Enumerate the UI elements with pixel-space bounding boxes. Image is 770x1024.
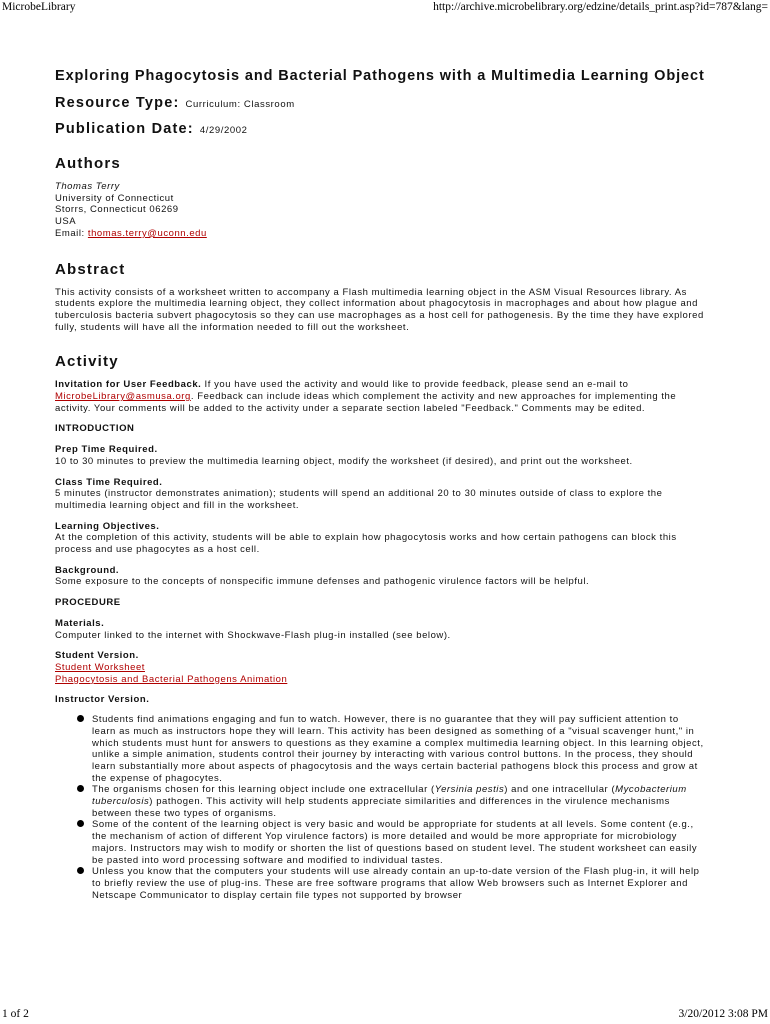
instructor-version [55, 694, 705, 901]
bullet-2-text-c: ) pathogen. This activity will help students appreciate similarities and differences in the virulence mechanisms between these two types of organisms. [92, 796, 670, 819]
student-version-label: Student Version. [55, 650, 139, 662]
objectives-text: At the completion of this activity, students will be able to explain how phagocytosis works and how certain pathogens can block this process and use phagocytes as a host cell. [55, 532, 677, 556]
background-label: Background. [55, 564, 120, 576]
document-body [55, 67, 705, 901]
bullet-2-text-b: ) and one intracellular ( [504, 784, 616, 796]
prep-time [55, 444, 705, 467]
bullet-icon [77, 820, 84, 827]
abstract-text: This activity consists of a worksheet written to accompany a Flash multimedia learning object in the ASM Visual Resources library. As students explore the multimedia learning object, they collect information about phagocytosis in macrophages and about how plague and tuberculosis bacteria subvert phagocytosis so they can use macrophages as a host cell for pathogenesis. By the time they have explored fully, students will have all the information needed to fill out the worksheet. [55, 286, 704, 333]
feedback-text-1: If you have used the activity and would like to provide feedback, please send an e-mail to [204, 379, 629, 391]
feedback-email-link[interactable]: MicrobeLibrary@asmusa.org [55, 391, 191, 403]
list-item [55, 784, 705, 819]
class-time-label: Class Time Required. [55, 476, 163, 488]
bullet-icon [77, 867, 84, 874]
list-item [55, 714, 705, 784]
author-block [55, 181, 705, 240]
print-footer [2, 1008, 768, 1022]
bullet-icon [77, 785, 84, 792]
bullet-3-text: Some of the content of the learning object is very basic and would be appropriate for students at all levels. Some content (e.g., the mechanism of action of different Yop virulence factors) is more detailed and would be more appropriate for microbiology majors. Instructors may wish to modify or shorten the list of questions based on student level. The student worksheet can easily be pasted into word processing software and modified to individual tastes. [92, 819, 698, 866]
instructor-version-label: Instructor Version. [55, 694, 150, 706]
objectives-label: Learning Objectives. [55, 520, 160, 532]
feedback-text-2: . Feedback can include ideas which complement the activity and new approaches for implementing the activity. Your comments will be added to the activity under a separate section labeled "Feedback." Comments may be edited. [55, 391, 677, 414]
list-item [55, 819, 705, 866]
author-name: Thomas Terry [55, 181, 120, 192]
instructor-notes-list [55, 714, 705, 901]
site-name: MicrobeLibrary [2, 1, 76, 13]
prep-time-label: Prep Time Required. [55, 444, 158, 456]
resource-type-value: Curriculum: Classroom [185, 99, 295, 110]
bullet-icon [77, 715, 84, 722]
authors-heading: Authors [55, 155, 121, 172]
learning-objectives [55, 521, 705, 556]
procedure-heading: PROCEDURE [55, 597, 121, 609]
bullet-2-organism-1: Yersinia pestis [434, 784, 505, 796]
introduction-heading: INTRODUCTION [55, 423, 135, 435]
student-version [55, 650, 705, 685]
resource-type [55, 95, 705, 111]
page-number: 1 of 2 [2, 1008, 29, 1020]
bullet-4-text: Unless you know that the computers your students will use already contain an up-to-date version of the Flash plug-in, it will help to briefly review the use of plug-ins. These are free software programs that allow Web browsers such as Internet Explorer and Netscape Communicator to display certain file types not supported by browser [92, 866, 700, 901]
prep-time-text: 10 to 30 minutes to preview the multimedia learning object, modify the worksheet (if desired), and print out the worksheet. [55, 455, 633, 467]
author-city: Storrs, Connecticut 06269 [55, 204, 179, 216]
resource-type-label: Resource Type: [55, 95, 180, 111]
class-time-text: 5 minutes (instructor demonstrates animation); students will spend an additional 20 to 30 minutes outside of class to explore the multimedia learning object and fill in the worksheet. [55, 488, 663, 511]
publication-date-value: 4/29/2002 [199, 125, 248, 136]
print-header [2, 1, 768, 15]
bullet-2-organism-2: Mycobacterium tuberculosis [92, 784, 687, 808]
publication-date-label: Publication Date: [55, 121, 194, 137]
author-email-line [55, 228, 705, 240]
page-url: http://archive.microbelibrary.org/edzine/details_print.asp?id=787&lang= [433, 1, 768, 13]
list-item [55, 866, 705, 901]
student-worksheet-link[interactable]: Student Worksheet [55, 661, 145, 673]
print-timestamp: 3/20/2012 3:08 PM [678, 1008, 768, 1020]
author-email-link[interactable]: thomas.terry@uconn.edu [87, 227, 207, 239]
author-country: USA [55, 216, 77, 228]
materials-label: Materials. [55, 617, 105, 629]
publication-date [55, 121, 705, 137]
feedback-paragraph [55, 379, 705, 414]
background-text: Some exposure to the concepts of nonspecific immune defenses and pathogenic virulence factors will be helpful. [55, 576, 590, 588]
abstract-heading: Abstract [55, 260, 126, 278]
animation-link[interactable]: Phagocytosis and Bacterial Pathogens Animation [55, 673, 288, 685]
activity-section [55, 379, 705, 901]
class-time [55, 477, 705, 512]
author-institution: University of Connecticut [55, 192, 174, 204]
bullet-1-text: Students find animations engaging and fun to watch. However, there is no guarantee that they will pay sufficient attention to learn as much as instructors hope they will learn. This activity has been designed as something of a "visual scavenger hunt," in which students must hunt for answers to questions as they examine a complex multimedia learning object. In this learning object, unlike a simple animation, students control their journey by interacting with various control buttons. In the process, they should learn substantially more about aspects of phagocytosis and the ways certain bacterial pathogens block this process and grow at the expense of phagocytes. [92, 714, 704, 784]
page-title: Exploring Phagocytosis and Bacterial Pathogens with a Multimedia Learning Object [55, 68, 705, 84]
email-label: Email: [55, 227, 85, 239]
background [55, 565, 705, 588]
feedback-label: Invitation for User Feedback. [55, 379, 202, 391]
bullet-2-text-a: The organisms chosen for this learning object include one extracellular ( [92, 784, 435, 796]
materials [55, 618, 705, 641]
activity-heading: Activity [55, 353, 119, 371]
materials-text: Computer linked to the internet with Shockwave-Flash plug-in installed (see below). [55, 629, 451, 641]
